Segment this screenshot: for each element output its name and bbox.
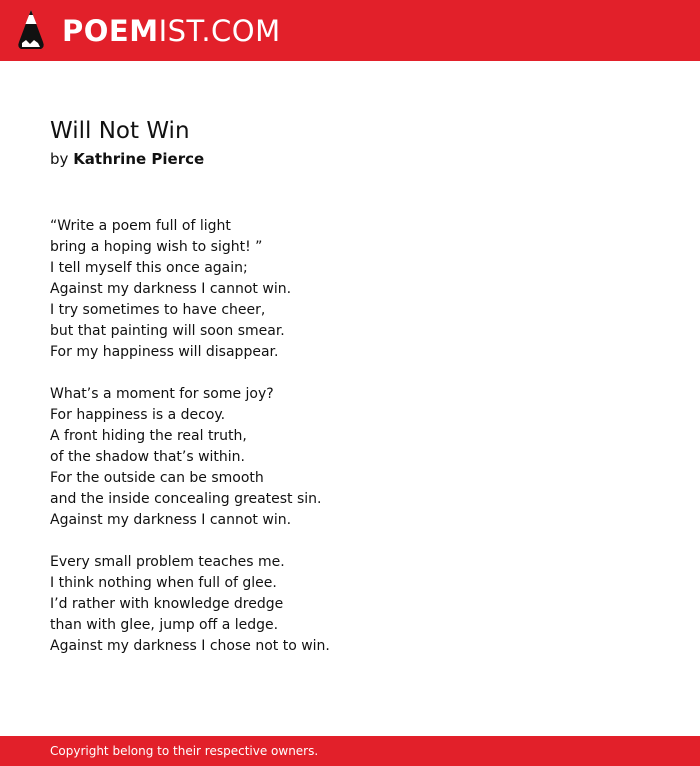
site-header [0, 0, 700, 61]
poem-line: What’s a moment for some joy? [50, 386, 274, 402]
poem-line: I think nothing when full of glee. [50, 575, 277, 591]
poem-line: Every small problem teaches me. [50, 554, 285, 570]
logo-wordmark-bold: POEM [62, 14, 159, 48]
poem-line: bring a hoping wish to sight! ” [50, 239, 263, 255]
poem-body [50, 216, 670, 657]
poem-line: Against my darkness I cannot win. [50, 281, 292, 297]
logo-wordmark [62, 9, 281, 53]
poem-content [50, 114, 670, 678]
poem-author: Kathrine Pierce [73, 150, 205, 168]
poem-line: I try sometimes to have cheer, [50, 302, 266, 318]
poem-line: of the shadow that’s within. [50, 449, 246, 465]
poem-line: and the inside concealing greatest sin. [50, 491, 322, 507]
site-footer [0, 736, 700, 766]
poem-line: For my happiness will disappear. [50, 344, 279, 360]
poem-byline [50, 148, 670, 170]
poem-line: but that painting will soon smear. [50, 323, 285, 339]
poem-line: For happiness is a decoy. [50, 407, 226, 423]
copyright-text: Copyright belong to their respective owners. [50, 744, 319, 758]
poem-line: “Write a poem full of light [50, 218, 231, 234]
poem-line: I tell myself this once again; [50, 260, 248, 276]
by-label: by [50, 150, 69, 168]
poem-title: Will Not Win [50, 118, 190, 144]
site-logo-link[interactable] [16, 9, 281, 53]
poem-line: For the outside can be smooth [50, 470, 264, 486]
poem-line: Against my darkness I chose not to win. [50, 638, 330, 654]
poem-line: A front hiding the real truth, [50, 428, 247, 444]
stanza [50, 552, 670, 657]
pencil-tip-icon [16, 9, 46, 53]
stanza [50, 216, 670, 363]
poem-line: Against my darkness I cannot win. [50, 512, 292, 528]
poem-line: than with glee, jump off a ledge. [50, 617, 279, 633]
poem-line: I’d rather with knowledge dredge [50, 596, 284, 612]
stanza [50, 384, 670, 531]
logo-wordmark-light: IST.COM [158, 14, 281, 48]
